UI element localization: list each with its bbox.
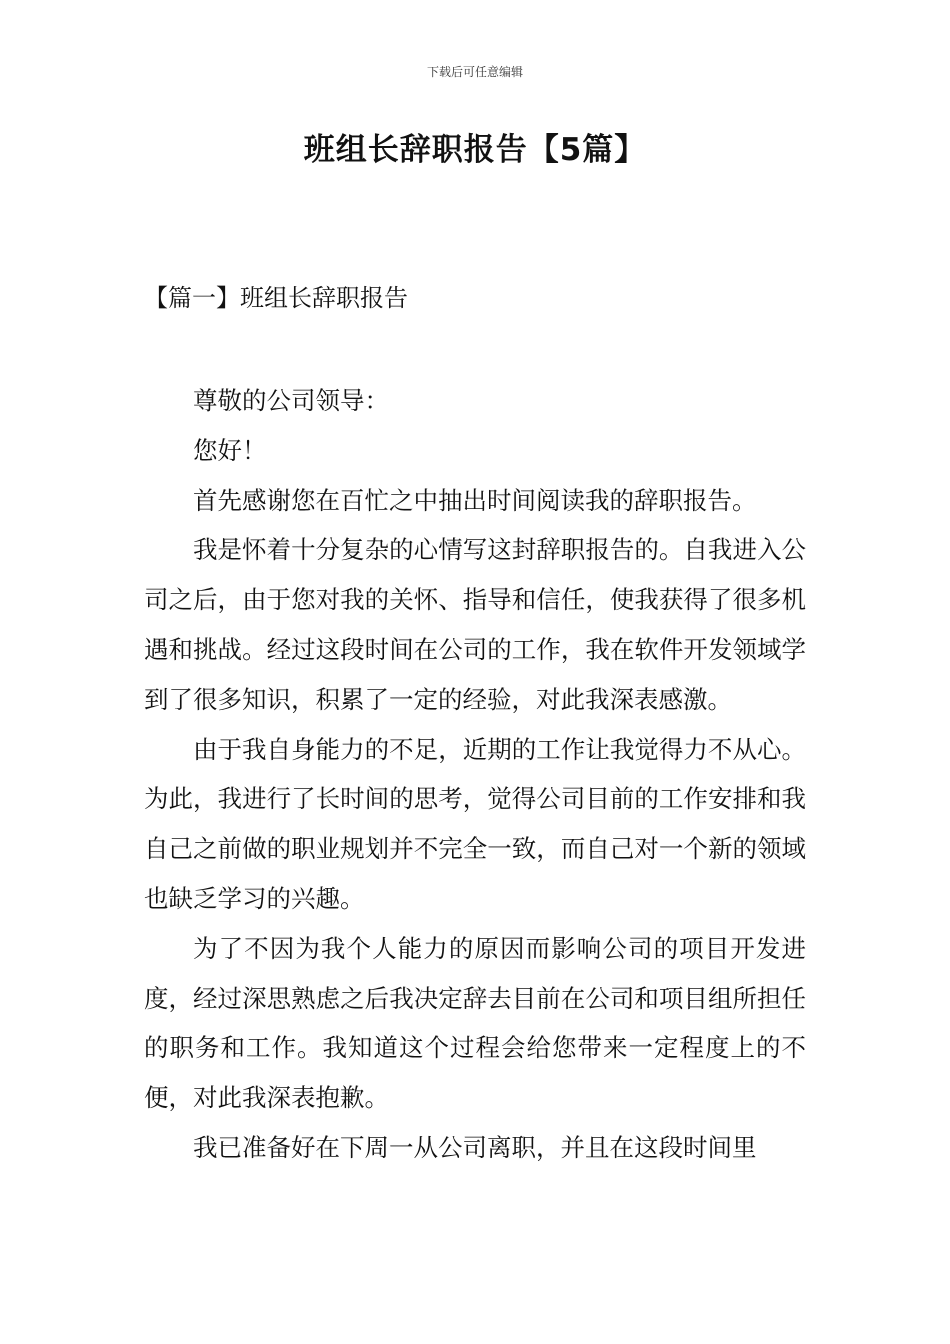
section-heading: 【篇一】班组长辞职报告 bbox=[144, 284, 408, 312]
salutation: 尊敬的公司领导： bbox=[193, 386, 389, 415]
greeting: 您好！ bbox=[193, 435, 267, 465]
document-body bbox=[144, 376, 806, 1173]
body-paragraph: 为了不因为我个人能力的原因而影响公司的项目开发进度，经过深思熟虑之后我决定辞去目前在公司和项目组所担任的职务和工作。我知道这个过程会给您带来一定程度上的不便，对此我深表抱歉。 bbox=[144, 933, 806, 1113]
document-title: 班组长辞职报告【5篇】 bbox=[303, 132, 647, 168]
body-paragraph: 我已准备好在下周一从公司离职，并且在这段时间里 bbox=[193, 1132, 757, 1162]
body-paragraph: 首先感谢您在百忙之中抽出时间阅读我的辞职报告。 bbox=[193, 485, 757, 515]
page-header-note: 下载后可任意编辑 bbox=[426, 65, 523, 79]
body-paragraph: 我是怀着十分复杂的心情写这封辞职报告的。自我进入公司之后，由于您对我的关怀、指导和信任，使我获得了很多机遇和挑战。经过这段时间在公司的工作，我在软件开发领域学到了很多知识，积累了一定的经验，对此我深表感激。 bbox=[144, 535, 806, 714]
body-paragraph: 由于我自身能力的不足，近期的工作让我觉得力不从心。为此，我进行了长时间的思考，觉得公司目前的工作安排和我自己之前做的职业规划并不完全一致，而自己对一个新的领域也缺乏学习的兴趣。 bbox=[144, 734, 806, 913]
